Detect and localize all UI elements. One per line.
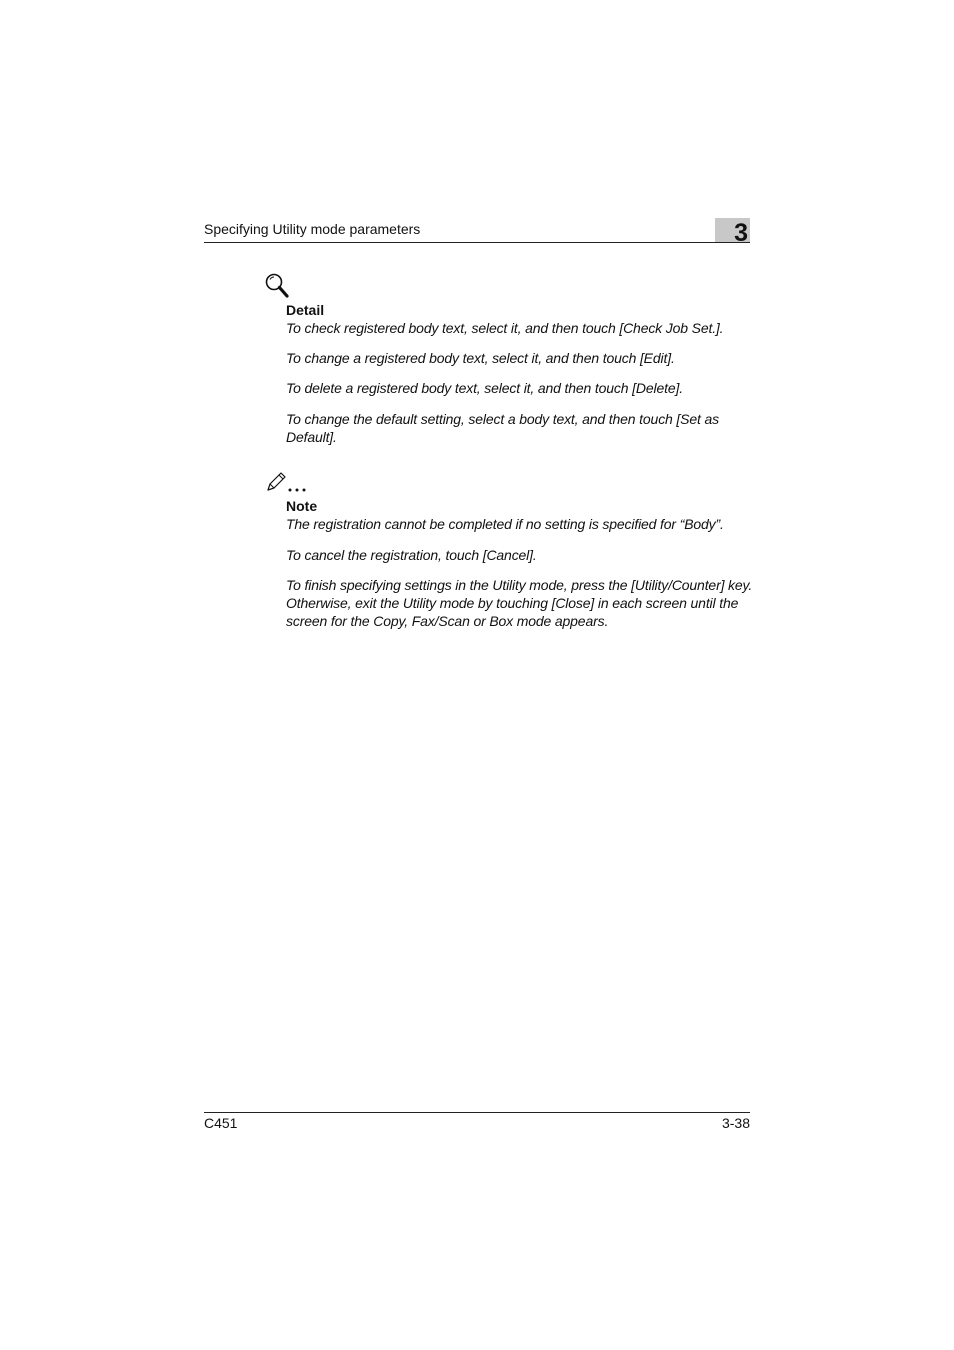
header-rule xyxy=(204,242,750,243)
note-paragraph: To cancel the registration, touch [Cancel]. xyxy=(286,547,537,563)
note-paragraph: The registration cannot be completed if no setting is specified for “Body”. xyxy=(286,516,724,532)
detail-paragraph: To change a registered body text, select it, and then touch [Edit]. xyxy=(286,350,675,366)
footer-model: C451 xyxy=(204,1115,238,1131)
detail-paragraph: To delete a registered body text, select it, and then touch [Delete]. xyxy=(286,380,683,396)
chapter-tab xyxy=(715,218,750,247)
detail-paragraph: To change the default setting, select a body text, and then touch [Set as Default]. xyxy=(286,411,719,445)
detail-label: Detail xyxy=(286,302,325,318)
magnifier-icon xyxy=(264,272,290,300)
note-label: Note xyxy=(286,498,318,514)
running-header-title: Specifying Utility mode parameters xyxy=(204,221,421,237)
chapter-number: 3 xyxy=(734,219,748,247)
footer-page-number: 3-38 xyxy=(721,1115,750,1131)
footer-rule xyxy=(204,1112,750,1113)
detail-paragraph: To check registered body text, select it, and then touch [Check Job Set.]. xyxy=(286,320,724,336)
pencil-note-icon xyxy=(264,470,312,494)
note-paragraph: To finish specifying settings in the Utility mode, press the [Utility/Counter] key. Otherwise, exit the Utility mode by touching [Close] in each screen until the screen for the Copy, Fax/Scan or Box mode appears. xyxy=(286,577,753,629)
